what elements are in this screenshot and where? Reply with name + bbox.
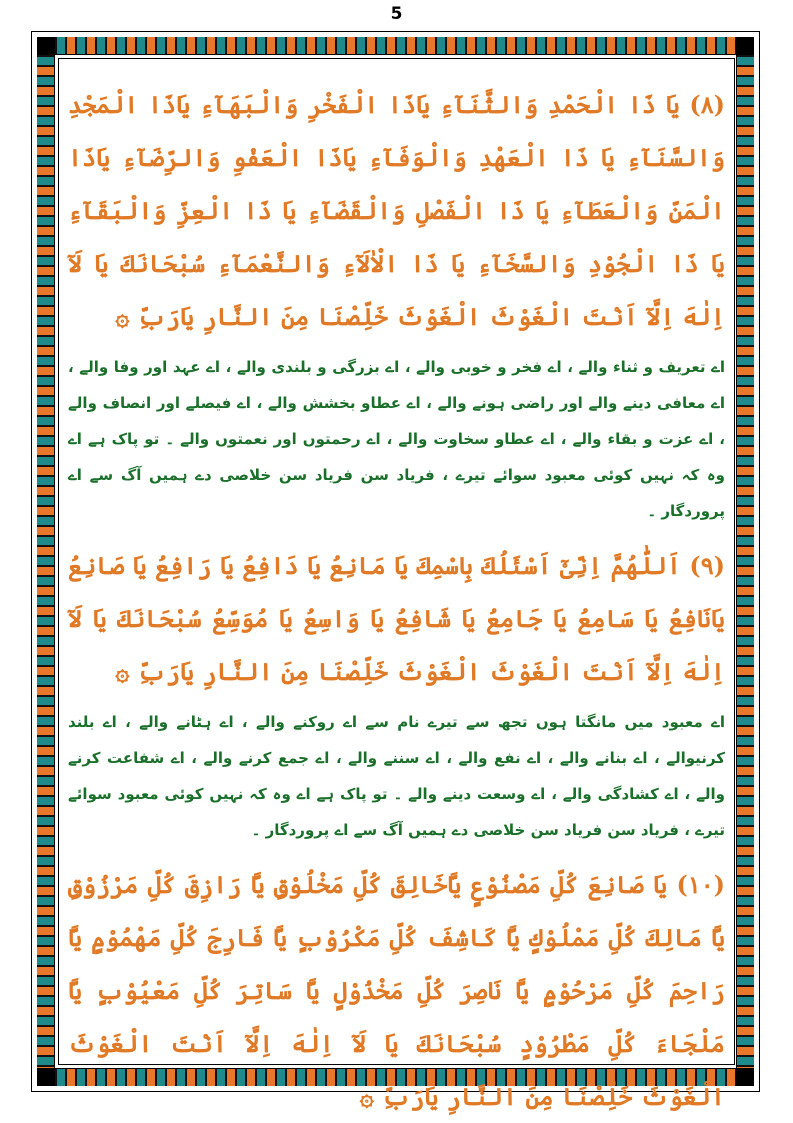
urdu-translation-9: اے معبود میں مانگتا ہوں تجھ سے تیرے نام سے اے روکنے والے ، اے ہٹانے والے ، اے بلند کرنیوالے ، اے بنانے والے ، اے نفع والے ، اے سننے والے ، اے جمع کرنے والے ، اے شفاعت کرنے والے ، اے کشادگی والے ، اے وسعت دینے والے ۔ تو پاک ہے اے وہ کہ نہیں کوئی معبود سوائے تیرے ، فریاد سن فریاد سن خلاصی دے ہمیں آگ سے اے پروردگار ۔ — [68, 713, 725, 839]
urdu-translation-8: اے تعریف و ثناء والے ، اے فخر و خوبی والے ، اے بزرگی و بلندی والے ، اے عہد اور وفا والے ، اے معافی دینے والے اور راضی ہونے والے ، اے عطاو بخشش والے ، اے فیصلے اور انصاف والے ، اے عزت و بقاء والے ، اے عطاو سخاوت والے ، اے رحمتوں اور نعمتوں والے ۔ تو پاک ہے اے وہ کہ نہیں کوئی معبود سوائے تیرے ، فریاد سن فریاد سن خلاصی دے ہمیں آگ سے اے پروردگار ۔ — [68, 358, 725, 520]
page-content — [68, 78, 725, 1111]
arabic-prayer-8: (٨) يَا ذَا الْحَمْدِ وَالثَّنَآءِ يَاذَا الْفَخْرِ وَالْبَهَآءِ يَاذَا الْمَجْدِ وَالسَّنَآءِ يَا ذَا الْعَهْدِ وَالْوَفَآءِ يَاذَا الْعَفْوِ وَالرِّضَآءِ يَاذَا الْمَنِّ وَالْعَطَآءِ يَا ذَا الْفَصْلِ وَالْقَضَآءِ يَا ذَا الْعِزِّ وَالْبَقَآءِ يَا ذَا الْجُوْدِ وَالسَّخَآءِ يَا ذَا الْاٰلَآءِ وَالنَّعْمَآءِ سُبْحَانَكَ يَا لَآ اِلٰهَ اِلَّآ اَنْتَ الْغَوْثَ الْغَوْثَ خَلِّصْنَا مِنَ النَّارِ يَارَبِّ ۞ — [68, 90, 725, 331]
corner-ornament — [37, 1069, 54, 1086]
corner-ornament — [737, 37, 754, 54]
corner-ornament — [37, 37, 54, 54]
border-line — [54, 37, 55, 1086]
border-strip-top — [37, 37, 754, 54]
corner-ornament — [737, 1069, 754, 1086]
arabic-prayer-10: (١٠) يَا صَانِعَ كُلِّ مَصْنُوْعٍ يَّاخَالِقَ كُلِّ مَخْلُوْقٍ يَّا رَازِقَ كُلِّ مَرْزُوْقٍ يَّا مَالِكَ كُلِّ مَمْلُوْكٍ يَّا كَاشِفَ كُلِّ مَكْرُوْبٍ يَّا فَارِجَ كُلِّ مَهْمُوْمٍ يَّا رَاحِمَ كُلِّ مَرْحُوْمٍ يَّا نَاصِرَ كُلِّ مَخْذُوْلٍ يَّا سَاتِرَ كُلِّ مَعْيُوْبٍ يَّا مَلْجَاءَ كُلِّ مَطْرُوْدٍ سُبْحَانَكَ يَا لَآ اِلٰهَ اِلَّآ اَنْتَ الْغَوْثَ الْغَوْثَ خَلِّصْنَا مِنَ النَّارِ يَارَبِّ ۞ — [68, 870, 725, 1111]
border-strip-left — [37, 37, 54, 1086]
border-line — [736, 37, 737, 1086]
border-strip-right — [737, 37, 754, 1086]
border-line — [37, 54, 754, 55]
arabic-prayer-9: (٩) اَللّٰهُمَّ اِنِّیْٓ اَسْئَلُكَ بِاسْمِكَ يَا مَانِعُ يَا دَافِعُ يَا رَافِعُ يَا صَانِعُ يَانَافِعُ يَا سَامِعُ يَا جَامِعُ يَا شَافِعُ يَا وَاسِعُ يَا مُوَسِّعُ سُبْحَانَكَ يَا لَآ اِلٰهَ اِلَّآ اَنْتَ الْغَوْثَ الْغَوْثَ خَلِّصْنَا مِنَ النَّارِ يَارَبِّ ۞ — [68, 551, 725, 686]
page-number: 5 — [390, 4, 403, 24]
